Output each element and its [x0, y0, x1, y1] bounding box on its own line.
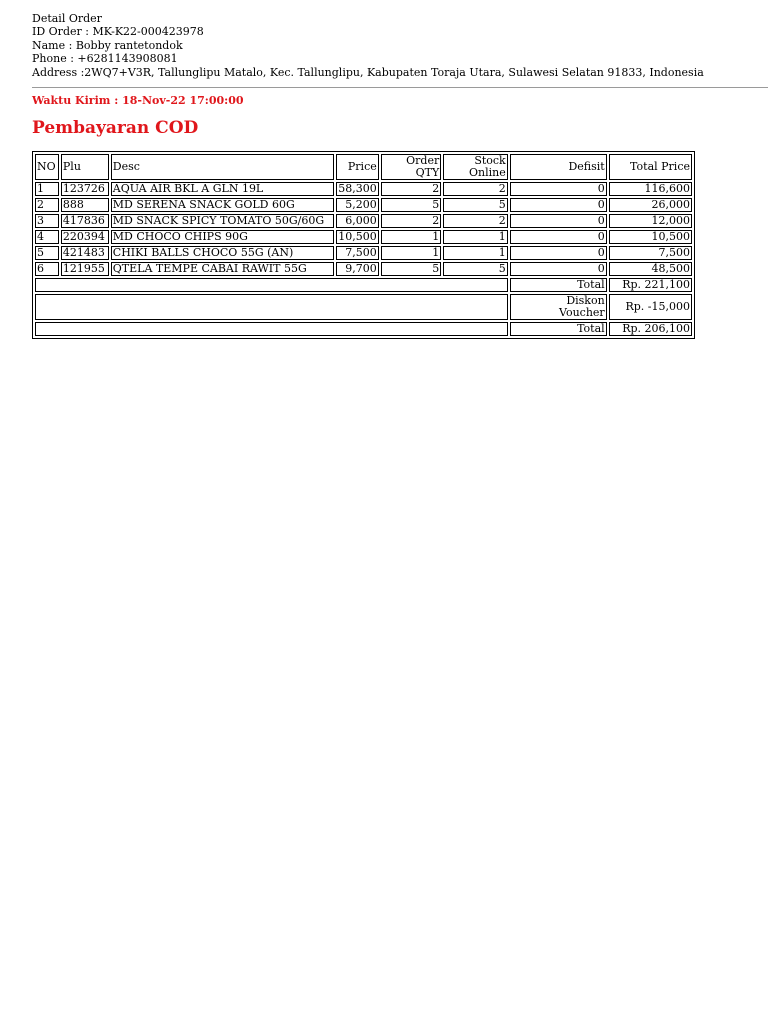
- col-header-order-qty-line1: Order: [406, 154, 440, 167]
- col-header-defisit: Defisit: [510, 154, 607, 180]
- cell-order-qty: 2: [381, 214, 442, 228]
- discount-label: [510, 294, 607, 320]
- cell-total-price: 10,500: [609, 230, 692, 244]
- subtotal-row: [35, 278, 692, 292]
- cell-total-price: 26,000: [609, 198, 692, 212]
- col-header-stock-online-line1: Stock: [474, 154, 506, 167]
- col-header-desc: Desc: [111, 154, 334, 180]
- table-row: [35, 214, 692, 228]
- cell-total-price: 48,500: [609, 262, 692, 276]
- discount-row: [35, 294, 692, 320]
- col-header-plu: Plu: [61, 154, 109, 180]
- table-row: [35, 182, 692, 196]
- cell-price: 10,500: [338, 230, 377, 243]
- cell-total-price: 12,000: [609, 214, 692, 228]
- discount-value: Rp. -15,000: [609, 294, 692, 320]
- table-row: [35, 198, 692, 212]
- detail-order-title: Detail Order: [32, 12, 102, 25]
- cell-stock-online: 2: [443, 214, 507, 228]
- cell-order-qty: 5: [381, 262, 442, 276]
- cell-desc: AQUA AIR BKL A GLN 19L: [111, 182, 334, 196]
- cell-defisit: 0: [510, 198, 607, 212]
- table-row: [35, 262, 692, 276]
- cell-price: 58,300: [338, 182, 377, 195]
- col-header-no: NO: [35, 154, 59, 180]
- order-header: [32, 12, 704, 79]
- cell-defisit: 0: [510, 182, 607, 196]
- table-header-row: [35, 154, 692, 180]
- cell-no: 6: [35, 262, 59, 276]
- cell-no: 5: [35, 246, 59, 260]
- cell-no: 1: [35, 182, 59, 196]
- cell-defisit: 0: [510, 246, 607, 260]
- discount-label-line2: Voucher: [559, 306, 605, 319]
- order-items-table: [32, 151, 695, 339]
- cell-desc: QTELA TEMPE CABAI RAWIT 55G: [111, 262, 334, 276]
- col-header-price: Price: [336, 154, 379, 180]
- cell-defisit: 0: [510, 262, 607, 276]
- cell-no: 2: [35, 198, 59, 212]
- cell-plu: 888: [61, 198, 109, 212]
- cell-total-price: 7,500: [609, 246, 692, 260]
- send-time: Waktu Kirim : 18-Nov-22 17:00:00: [32, 94, 244, 107]
- cell-plu: 421483: [61, 246, 109, 260]
- subtotal-value: Rp. 221,100: [609, 278, 692, 292]
- cell-price: 6,000: [336, 214, 379, 228]
- subtotal-label: Total: [510, 278, 607, 292]
- cell-defisit: 0: [510, 230, 607, 244]
- header-divider: [32, 87, 768, 88]
- cell-order-qty: 1: [381, 246, 442, 260]
- cell-total-price: 116,600: [609, 182, 692, 196]
- cell-desc: MD SERENA SNACK GOLD 60G: [111, 198, 334, 212]
- grand-total-blank-cell: [35, 322, 508, 336]
- cell-stock-online: 2: [443, 182, 507, 196]
- cell-price: 9,700: [336, 262, 379, 276]
- cell-stock-online: 5: [443, 262, 507, 276]
- cell-price: 7,500: [336, 246, 379, 260]
- order-id: ID Order : MK-K22-000423978: [32, 25, 204, 39]
- table-row: [35, 246, 692, 260]
- col-header-stock-online: [443, 154, 507, 180]
- table-row: [35, 230, 692, 244]
- payment-method-title: Pembayaran COD: [32, 118, 199, 138]
- cell-stock-online: 1: [443, 246, 507, 260]
- customer-address: Address :2WQ7+V3R, Tallunglipu Matalo, Kec. Tallunglipu, Kabupaten Toraja Utara, Sulawesi Selatan 91833, Indonesia: [32, 65, 704, 79]
- col-header-total-price: Total Price: [609, 154, 692, 180]
- cell-plu: 123726: [61, 182, 109, 196]
- cell-no: 4: [35, 230, 59, 244]
- cell-stock-online: 1: [443, 230, 507, 244]
- cell-order-qty: 2: [381, 182, 442, 196]
- grand-total-label: Total: [510, 322, 607, 336]
- cell-stock-online: 5: [443, 198, 507, 212]
- customer-name: Name : Bobby rantetondok: [32, 38, 183, 52]
- grand-total-row: [35, 322, 692, 336]
- cell-order-qty: 1: [381, 230, 442, 244]
- col-header-stock-online-line2: Online: [468, 166, 506, 179]
- discount-blank-cell: [35, 294, 508, 320]
- cell-plu: 121955: [61, 262, 109, 276]
- cell-desc: CHIKI BALLS CHOCO 55G (AN): [111, 246, 334, 260]
- cell-desc: MD SNACK SPICY TOMATO 50G/60G: [111, 214, 334, 228]
- cell-order-qty: 5: [381, 198, 442, 212]
- cell-plu: 220394: [61, 230, 109, 244]
- cell-no: 3: [35, 214, 59, 228]
- col-header-order-qty-line2: QTY: [415, 166, 440, 179]
- cell-desc: MD CHOCO CHIPS 90G: [111, 230, 334, 244]
- cell-defisit: 0: [510, 214, 607, 228]
- customer-phone: Phone : +6281143908081: [32, 52, 178, 66]
- discount-label-line1: Diskon: [566, 294, 605, 307]
- cell-plu: 417836: [61, 214, 109, 228]
- grand-total-value: Rp. 206,100: [609, 322, 692, 336]
- cell-price: 5,200: [336, 198, 379, 212]
- col-header-order-qty: [381, 154, 442, 180]
- subtotal-blank-cell: [35, 278, 508, 292]
